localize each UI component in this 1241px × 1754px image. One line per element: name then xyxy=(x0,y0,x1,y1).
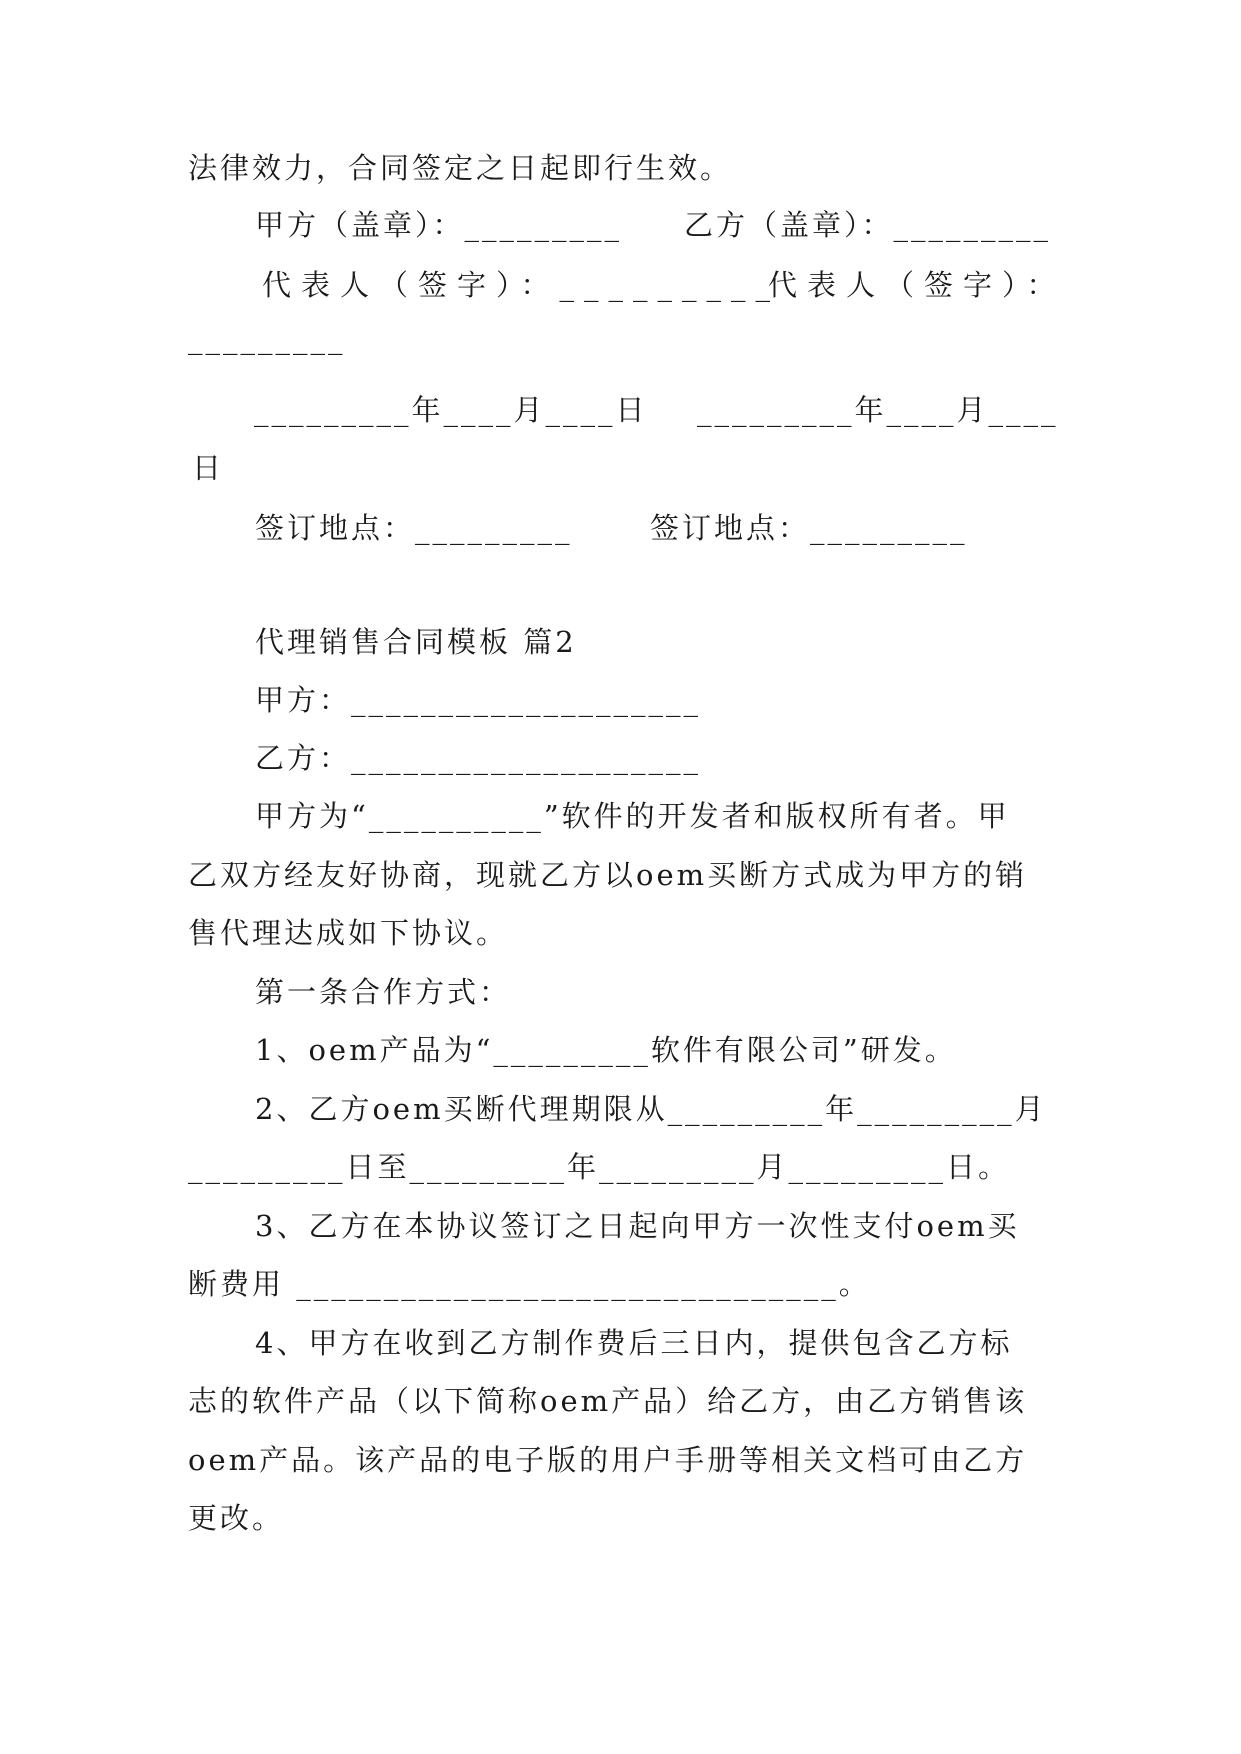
party-a-field: 甲方：____________________ xyxy=(255,683,702,717)
article-heading: 第一条合作方式： xyxy=(255,975,512,1009)
party-b-representative: 代表人（签字）： xyxy=(768,268,1066,302)
party-a-signing-place: 签订地点：_________ xyxy=(255,511,573,545)
clause-2: 2、乙方oem买断代理期限从_________年_________月 xyxy=(255,1092,1047,1126)
party-a-seal: 甲方（盖章）：_________ xyxy=(255,208,623,242)
party-b-seal: 乙方（盖章）：_________ xyxy=(684,208,1052,242)
party-b-field: 乙方：____________________ xyxy=(255,741,702,775)
party-a-representative: 代表人（签字）：_________ xyxy=(262,268,781,302)
text-line: 法律效力，合同签定之日起即行生效。 xyxy=(188,151,733,185)
party-b-date: _________年____月____ xyxy=(697,393,1059,427)
party-a-date: _________年____月____日 xyxy=(254,393,648,427)
party-b-signing-place: 签订地点：_________ xyxy=(650,511,968,545)
text-line: 甲方为“__________”软件的开发者和版权所有者。甲 xyxy=(255,799,1010,833)
text-line: 志的软件产品（以下简称oem产品）给乙方，由乙方销售该 xyxy=(188,1384,1028,1418)
text-line: 断费用 _______________________________。 xyxy=(188,1267,871,1301)
text-line: oem产品。该产品的电子版的用户手册等相关文档可由乙方 xyxy=(188,1443,1028,1477)
party-b-representative-blank: _________ xyxy=(188,321,346,355)
clause-3: 3、乙方在本协议签订之日起向甲方一次性支付oem买 xyxy=(255,1209,1020,1243)
clause-4: 4、甲方在收到乙方制作费后三日内，提供包含乙方标 xyxy=(255,1326,1013,1360)
text-line: 更改。 xyxy=(188,1501,285,1535)
section-title: 代理销售合同模板 篇2 xyxy=(255,625,577,659)
text-line: 售代理达成如下协议。 xyxy=(188,916,509,950)
text-line: 乙双方经友好协商，现就乙方以oem买断方式成为甲方的销 xyxy=(188,858,1028,892)
text-line: _________日至_________年_________月_________日。 xyxy=(188,1150,1011,1184)
party-b-date-day: 日 xyxy=(192,451,225,485)
clause-1: 1、oem产品为“_________软件有限公司”研发。 xyxy=(255,1033,957,1067)
